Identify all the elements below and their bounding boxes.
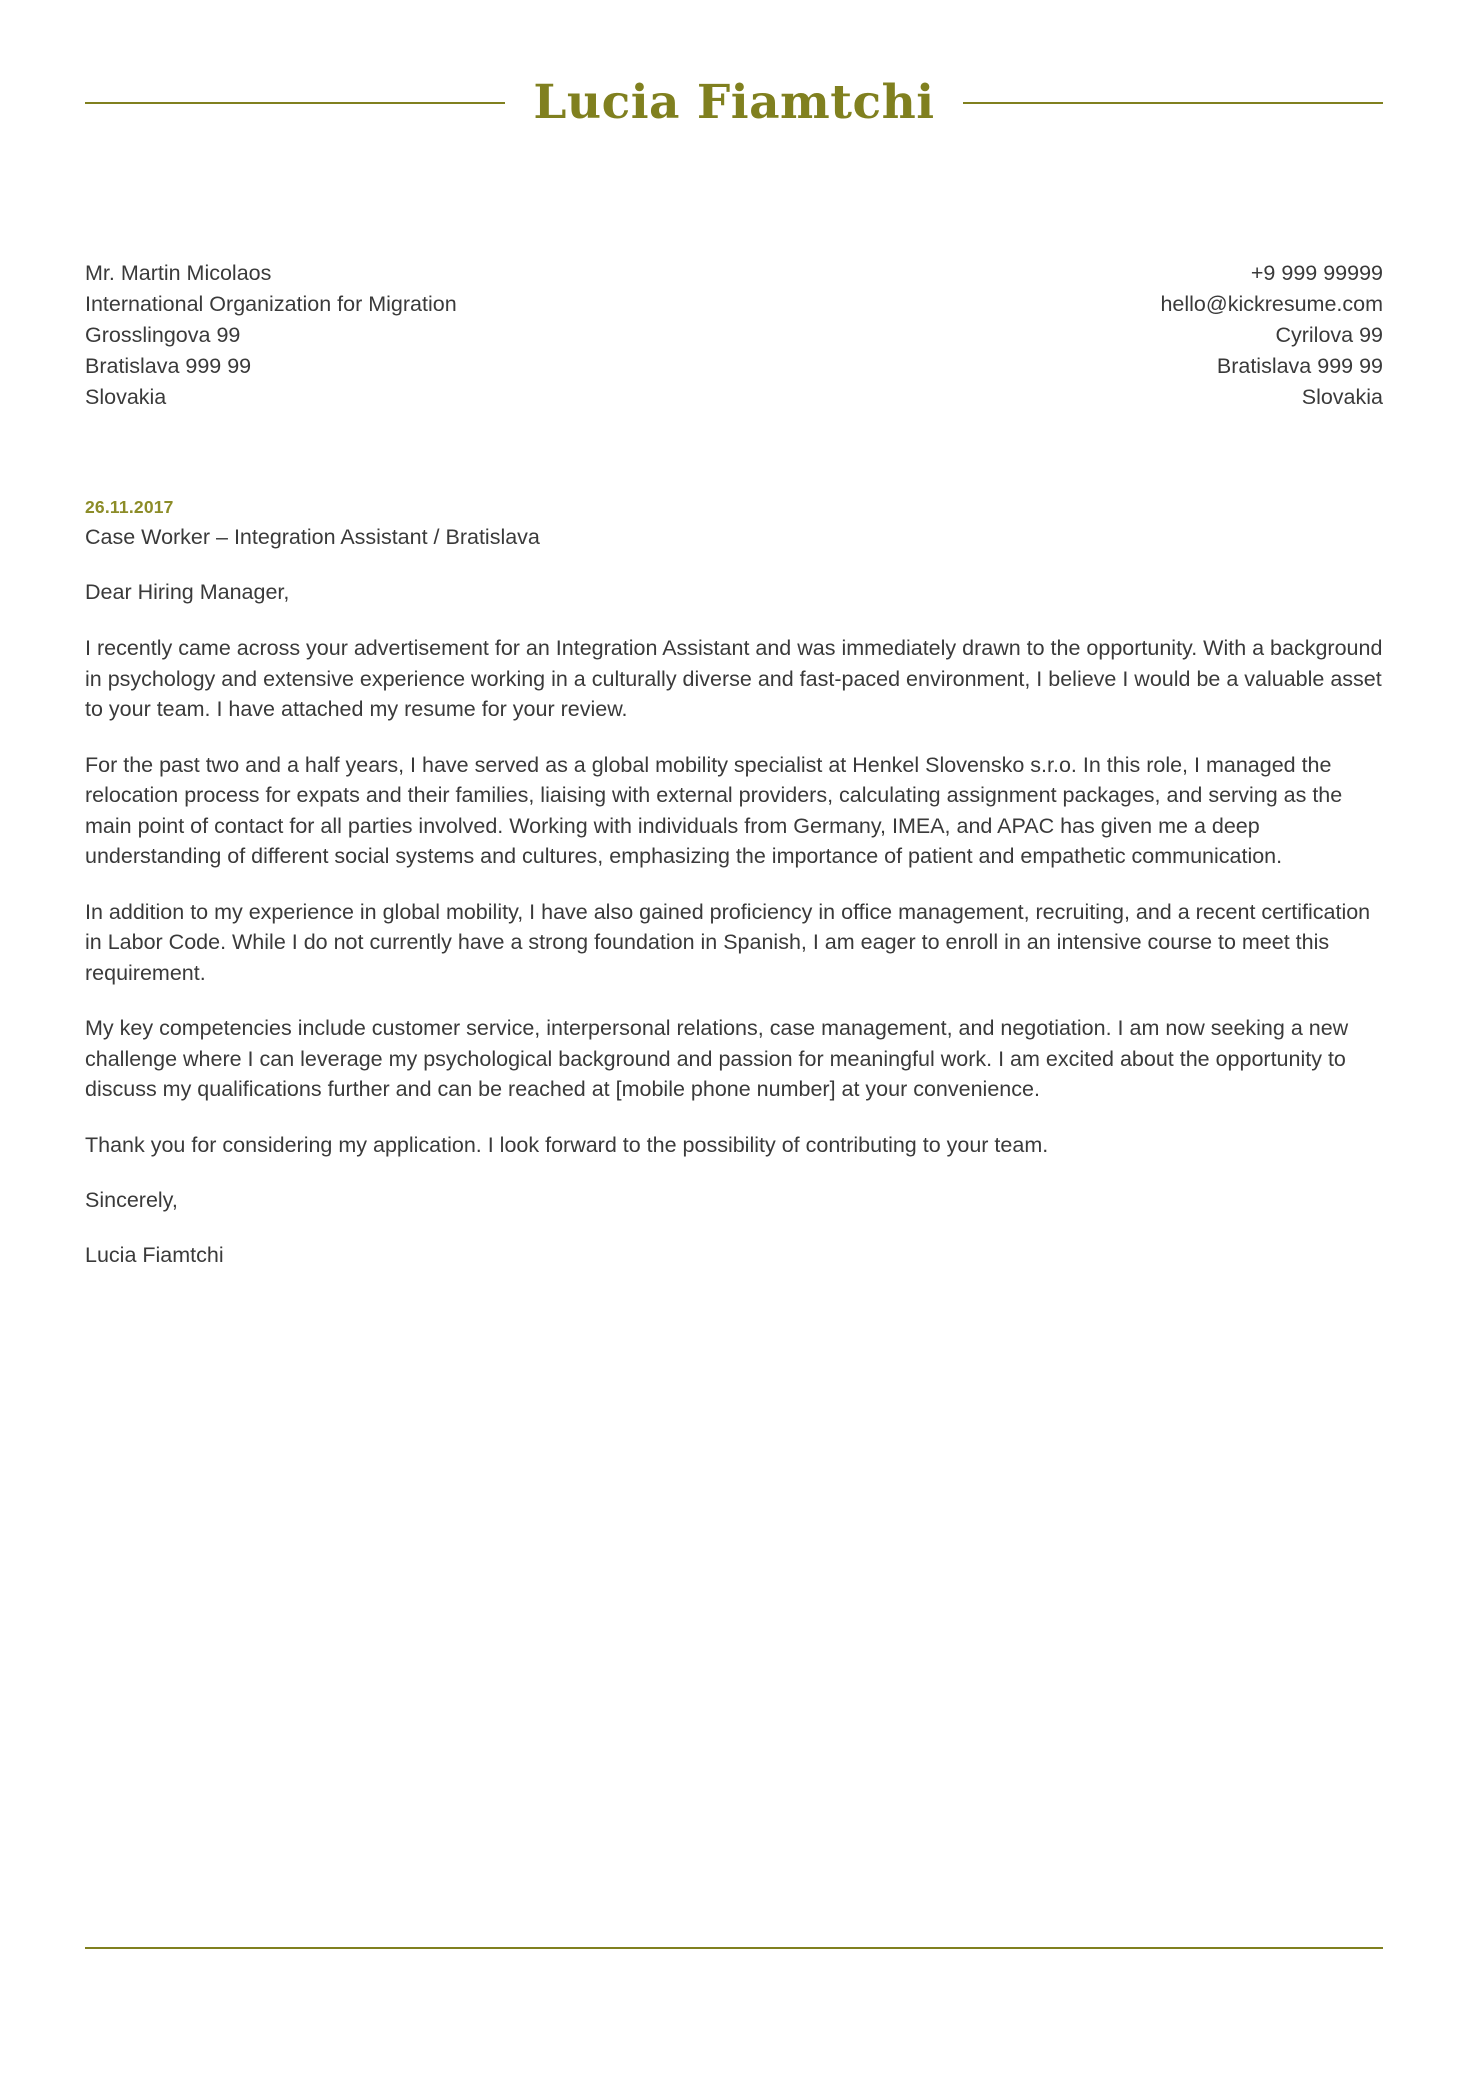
recipient-line: International Organization for Migration (85, 292, 457, 316)
letter-paragraph: For the past two and a half years, I have served as a global mobility specialist at Henkel Slovensko s.r.o. In this role, I managed the relocation process for expats and their families, liaising with external providers, calculating assignment packages, and serving as the main point of contact for all parties involved. Working with individuals from Germany, IMEA, and APAC has given me a deep understanding of different social systems and cultures, emphasizing the importance of patient and empathetic communication. (85, 752, 1343, 868)
letter-salutation: Dear Hiring Manager, (85, 580, 290, 604)
letter-closing: Sincerely, (85, 1188, 178, 1212)
letterhead-header (85, 75, 1383, 130)
header-rule-left (85, 102, 505, 104)
letter-paragraph: Thank you for considering my application. I look forward to the possibility of contributing to your team. (85, 1132, 1049, 1157)
letter-signature: Lucia Fiamtchi (85, 1243, 224, 1267)
recipient-line: Mr. Martin Micolaos (85, 261, 272, 285)
recipient-address (85, 258, 457, 413)
page-title: Lucia Fiamtchi (533, 75, 935, 130)
letter-paragraph: My key competencies include customer service, interpersonal relations, case management, and negotiation. I am now seeking a new challenge where I can leverage my psychological background and passion for meaningful work. I am excited about the opportunity to discuss my qualifications further and can be reached at [mobile phone number] at your convenience. (85, 1016, 1349, 1101)
sender-line: Cyrilova 99 (1275, 323, 1383, 347)
letter-date: 26.11.2017 (85, 497, 174, 517)
address-block (85, 258, 1383, 413)
letter-paragraph: I recently came across your advertisement for an Integration Assistant and was immediately drawn to the opportunity. With a background in psychology and extensive experience working in a culturally diverse and fast-paced environment, I believe I would be a valuable asset to your team. I have attached my resume for your review. (85, 636, 1383, 721)
recipient-line: Bratislava 999 99 (85, 354, 252, 378)
recipient-line: Grosslingova 99 (85, 323, 241, 347)
header-rule-right (963, 102, 1383, 104)
sender-phone: +9 999 99999 (1250, 261, 1383, 285)
sender-line: Slovakia (1301, 385, 1383, 409)
footer-rule (85, 1947, 1383, 1949)
recipient-line: Slovakia (85, 385, 167, 409)
letter-subject: Case Worker – Integration Assistant / Bratislava (85, 525, 540, 549)
letter-paragraph: In addition to my experience in global mobility, I have also gained proficiency in office management, recruiting, and a recent certification in Labor Code. While I do not currently have a strong foundation in Spanish, I am eager to enroll in an intensive course to meet this requirement. (85, 899, 1371, 985)
sender-contact (1160, 258, 1383, 413)
sender-email: hello@kickresume.com (1160, 292, 1383, 316)
letter-body (85, 495, 1383, 1270)
sender-line: Bratislava 999 99 (1216, 354, 1383, 378)
